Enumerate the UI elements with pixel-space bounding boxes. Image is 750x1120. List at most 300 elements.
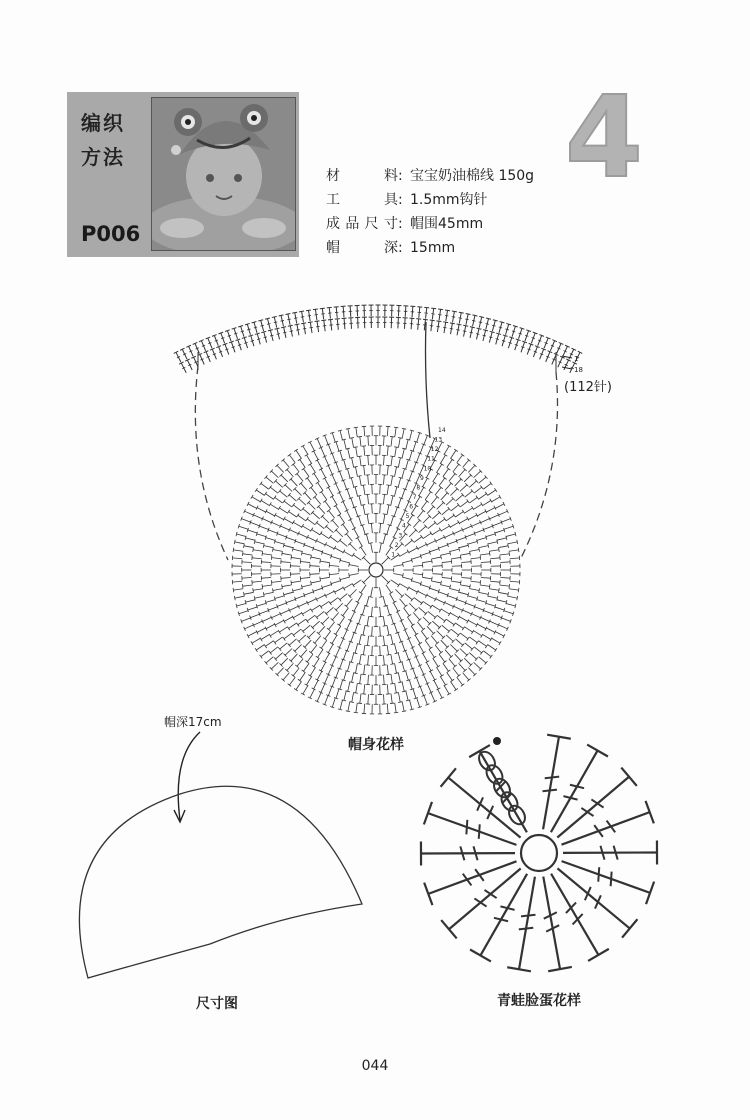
crown-stitch <box>359 496 361 505</box>
brim-stitch-cross <box>264 337 267 338</box>
brim-stitch-top <box>245 323 250 324</box>
crown-stitch <box>455 639 462 645</box>
crown-stitch <box>490 621 499 625</box>
crown-stitch-top <box>467 499 470 503</box>
crown-stitch <box>410 700 412 709</box>
face-stitch-cross <box>611 872 612 887</box>
crown-stitch <box>459 617 467 622</box>
crown-stitch-top <box>383 626 387 627</box>
crown-stitch <box>348 429 350 439</box>
brim-stitch-top <box>470 327 475 328</box>
crown-stitch <box>455 623 463 628</box>
crown-stitch <box>239 611 248 614</box>
crown-stitch <box>469 481 476 487</box>
brim-stitch-top <box>503 335 508 336</box>
crown-stitch <box>328 666 332 675</box>
brim-stitch-cross <box>241 331 244 332</box>
crown-stitch <box>387 606 390 615</box>
brim-stitch-cross <box>456 330 459 331</box>
crown-stitch <box>395 683 397 693</box>
brim-stitch-top <box>268 330 273 331</box>
crown-stitch <box>281 475 288 482</box>
brim-stitch-cross <box>234 333 237 334</box>
brim-stitch-top <box>321 320 326 321</box>
crown-stitch <box>449 659 455 667</box>
crown-stitch <box>466 603 475 606</box>
crown-stitch <box>317 595 326 599</box>
crown-stitch <box>508 596 518 598</box>
crown-stitch <box>442 509 449 515</box>
crown-stitch-top <box>390 476 394 477</box>
crown-stitch <box>254 621 263 625</box>
crown-stitch <box>363 625 365 635</box>
crown-stitch <box>479 592 488 594</box>
crown-stitch <box>284 592 293 595</box>
crown-stitch <box>250 522 259 525</box>
crown-stitch <box>362 606 365 615</box>
round-number: 10 <box>423 465 432 473</box>
brim-stitch-top <box>466 314 471 315</box>
crown-stitch <box>266 600 275 603</box>
crown-stitch-top <box>489 584 490 588</box>
crown-stitch <box>233 550 243 551</box>
crown-stitch <box>383 596 386 605</box>
crown-stitch <box>281 577 291 578</box>
right-dashed-connector <box>520 372 558 560</box>
crown-stitch <box>417 698 420 707</box>
brim-stitch-top <box>443 322 448 323</box>
crown-stitch <box>332 433 335 442</box>
crown-stitch-top <box>305 661 309 664</box>
crown-stitch <box>282 553 292 555</box>
crown-stitch <box>297 659 303 667</box>
brim-stitch-top <box>252 322 257 323</box>
crown-stitch <box>441 526 449 531</box>
crown-stitch <box>409 530 416 537</box>
crown-stitch <box>336 484 340 493</box>
crown-stitch-top <box>361 654 365 655</box>
crown-stitch <box>325 478 330 486</box>
round-number: 8 <box>416 484 421 492</box>
crown-stitch <box>398 478 401 487</box>
crown-stitch <box>266 511 275 516</box>
crown-stitch <box>427 541 436 545</box>
crown-stitch <box>266 477 273 483</box>
brim-stitch-cross <box>532 338 535 339</box>
crown-stitch <box>336 530 343 537</box>
crown-stitch <box>409 603 416 610</box>
crown-stitch <box>293 629 301 635</box>
crown-stitch <box>270 631 278 636</box>
crown-stitch <box>359 654 361 664</box>
crown-stitch <box>446 635 453 642</box>
crown-stitch <box>483 634 491 639</box>
crown-stitch <box>354 529 359 538</box>
crown-stitch <box>300 577 310 578</box>
crown-stitch <box>315 636 321 643</box>
crown-stitch <box>384 436 385 446</box>
start-dot <box>493 737 501 745</box>
crown-stitch-top <box>271 555 272 559</box>
spec-value: 帽围45mm <box>410 216 484 232</box>
crown-stitch <box>395 447 397 457</box>
crown-stitch <box>261 501 269 506</box>
crown-stitch-top <box>350 702 354 703</box>
crown-stitch <box>368 475 369 485</box>
crown-stitch-top <box>233 548 234 552</box>
crown-stitch <box>351 498 354 507</box>
crown-stitch <box>314 451 319 460</box>
crown-stitch-top <box>515 532 516 536</box>
crown-stitch <box>253 550 263 552</box>
crown-stitch-top <box>341 523 345 526</box>
crown-stitch <box>405 651 408 660</box>
crown-stitch <box>439 654 445 662</box>
crown-stitch <box>264 592 273 594</box>
crown-stitch <box>432 621 439 628</box>
crown-stitch-top <box>489 551 490 555</box>
crown-stitch <box>459 663 465 670</box>
crown-stitch <box>367 636 368 646</box>
crown-stitch <box>437 631 444 638</box>
crown-stitch <box>398 498 401 507</box>
crown-stitch <box>448 596 457 599</box>
spec-value: 15mm <box>410 240 456 256</box>
crown-stitch-top <box>410 430 414 431</box>
face-stitch <box>551 751 598 833</box>
crown-stitch <box>356 427 357 437</box>
crown-stitch-top <box>480 555 481 559</box>
crown-stitch <box>395 427 396 437</box>
crown-stitch <box>357 594 362 602</box>
crown-stitch <box>350 520 354 529</box>
crown-stitch <box>364 446 365 456</box>
crown-stitch <box>506 534 515 536</box>
crown-stitch <box>298 619 306 625</box>
crown-stitch <box>450 489 457 496</box>
crown-stitch <box>506 604 515 606</box>
crown-stitch <box>285 485 292 492</box>
crown-stitch <box>303 509 310 515</box>
crown-stitch <box>313 588 322 591</box>
brim-stitch-top <box>281 327 286 328</box>
crown-stitch <box>310 689 314 698</box>
crown-stitch <box>262 585 272 586</box>
crown-stitch <box>343 502 347 511</box>
crown-stitch <box>359 476 361 486</box>
crown-stitch <box>415 635 420 643</box>
brim-stitch-top <box>490 331 495 332</box>
crown-stitch <box>429 649 434 657</box>
crown-stitch <box>422 577 432 579</box>
crown-stitch <box>326 544 335 548</box>
crown-stitch <box>406 440 408 449</box>
crown-stitch <box>332 496 337 504</box>
crown-stitch <box>330 598 338 604</box>
crown-stitch <box>272 614 281 618</box>
brim-stitch-top <box>423 319 428 320</box>
brim-stitch-cross <box>251 340 254 341</box>
crown-stitch <box>464 475 471 482</box>
crown-stitch <box>271 471 278 478</box>
crown-stitch <box>321 662 326 671</box>
crown-stitch-top <box>420 601 423 605</box>
crown-stitch-top <box>394 693 398 694</box>
brim-stitch-cross <box>521 347 524 348</box>
crown-stitch <box>469 497 477 503</box>
crown-stitch-top <box>306 517 309 521</box>
brim-stitch-cross <box>469 332 472 333</box>
crown-stitch <box>321 492 327 500</box>
crown-stitch <box>495 504 504 508</box>
crown-stitch <box>414 537 422 543</box>
crown-stitch <box>431 497 437 504</box>
crown-stitch <box>347 621 351 630</box>
crown-stitch <box>325 501 331 509</box>
crown-stitch <box>413 669 416 678</box>
crown-stitch-top <box>329 601 332 605</box>
crown-stitch <box>387 466 388 476</box>
crown-stitch-top <box>358 436 362 437</box>
brim-stitch-cross <box>221 338 224 339</box>
crown-stitch <box>343 630 347 639</box>
crown-stitch <box>364 427 365 437</box>
crown-stitch-top <box>390 456 394 457</box>
crown-stitch <box>382 576 389 583</box>
crown-stitch <box>434 680 439 689</box>
crown-stitch <box>317 541 326 545</box>
crown-stitch <box>411 626 416 634</box>
crown-stitch-top <box>461 454 465 457</box>
crown-stitch <box>353 580 361 585</box>
face-stitch-cross <box>566 903 576 914</box>
crown-stitch <box>283 460 289 467</box>
crown-stitch-top <box>306 619 309 623</box>
crown-stitch <box>447 459 453 467</box>
crown-stitch <box>432 566 442 567</box>
crown-stitch <box>332 698 335 707</box>
brim-stitch-top <box>479 316 484 317</box>
crown-stitch <box>483 526 492 529</box>
crown-stitch <box>387 645 388 655</box>
crown-stitch <box>344 691 346 700</box>
brim-stitch-top <box>459 312 464 313</box>
crown-stitch <box>407 617 412 625</box>
crown-stitch <box>409 548 418 553</box>
crown-stitch-top <box>386 654 390 655</box>
frog-face-chart <box>405 725 675 985</box>
crown-stitch <box>500 585 510 586</box>
crown-stitch <box>336 689 339 698</box>
crown-stitch <box>488 490 496 495</box>
crown-stitch <box>336 506 341 514</box>
crown-stitch <box>257 508 266 513</box>
crown-stitch <box>359 516 362 525</box>
crown-stitch <box>489 550 499 552</box>
face-stitch-top <box>588 949 609 961</box>
crown-stitch <box>406 460 409 469</box>
crown-stitch <box>427 595 436 599</box>
crown-stitch <box>315 497 321 504</box>
crown-stitch <box>372 626 373 636</box>
brim-stitch-cross <box>527 349 530 350</box>
crown-stitch <box>413 574 423 575</box>
crown-stitch <box>486 534 495 537</box>
crown-stitch <box>486 603 495 606</box>
crown-stitch <box>468 515 477 520</box>
crown-stitch <box>257 628 266 633</box>
brim-stitch-top <box>424 307 429 308</box>
crown-stitch-top <box>305 477 309 480</box>
brim-stitch-cross <box>479 322 482 323</box>
brim-stitch-cross <box>238 344 241 345</box>
crown-stitch <box>509 550 519 551</box>
crown-stitch <box>455 495 462 501</box>
crown-stitch-top <box>320 559 321 563</box>
crown-stitch <box>468 541 477 544</box>
round-number: 5 <box>405 513 410 521</box>
crown-stitch <box>347 489 350 498</box>
round-number: 2 <box>394 541 399 549</box>
crown-stitch <box>479 477 486 483</box>
crown-stitch <box>490 558 500 559</box>
crown-stitch <box>266 538 275 541</box>
crown-stitch <box>495 530 504 533</box>
crown-stitch <box>302 585 311 587</box>
crown-stitch <box>303 625 310 631</box>
crown-stitch <box>332 520 338 527</box>
crown-stitch <box>272 522 281 526</box>
crown-stitch <box>390 615 393 624</box>
brim-stitch-top <box>275 328 280 329</box>
crown-stitch <box>336 462 339 471</box>
crown-stitch <box>255 542 264 544</box>
crown-stitch <box>460 633 468 639</box>
crown-stitch <box>413 613 419 620</box>
round-number: 13 <box>434 436 443 444</box>
crown-stitch <box>425 640 431 648</box>
crown-stitch <box>355 467 357 477</box>
crown-stitch <box>431 557 441 559</box>
brim-stitch-top <box>306 310 311 311</box>
crown-stitch <box>291 479 298 486</box>
face-stitch-cross <box>573 914 583 925</box>
crown-stitch <box>441 609 449 614</box>
crown-stitch <box>463 526 472 530</box>
crown-stitch-top <box>420 535 423 539</box>
spec-value: 宝宝奶油棉线 150g <box>410 168 535 184</box>
crown-stitch <box>307 455 312 463</box>
crown-stitch <box>336 626 341 634</box>
crown-stitch <box>504 611 513 614</box>
brim-stitch-cross <box>232 347 235 348</box>
size-diagram <box>60 708 390 1008</box>
crown-stitch <box>287 469 293 476</box>
crown-stitch <box>409 451 412 460</box>
crown-stitch <box>311 581 321 583</box>
spec-row-depth: 帽深: 15mm <box>326 236 534 260</box>
brim-stitch-cross <box>244 342 247 343</box>
crown-stitch-top <box>350 438 354 439</box>
brim-stitch-cross <box>274 322 277 323</box>
crown-stitch <box>405 630 409 639</box>
crown-stitch <box>335 588 344 593</box>
crown-stitch <box>351 478 354 487</box>
crown-stitch <box>455 654 462 661</box>
crown-stitch <box>443 469 449 477</box>
crown-stitch <box>355 624 358 633</box>
brim-stitch-cross <box>308 316 311 317</box>
crown-stitch-top <box>490 655 493 659</box>
crown-stitch-top <box>386 465 390 466</box>
crown-stitch <box>301 483 307 490</box>
crown-stitch <box>477 538 486 541</box>
crown-stitch <box>284 617 292 622</box>
crown-stitch-top <box>450 679 454 681</box>
crown-stitch <box>241 618 250 621</box>
crown-stitch-top <box>518 588 519 592</box>
crown-stitch <box>354 603 359 612</box>
crown-stitch <box>394 487 396 496</box>
crown-stitch <box>353 555 361 560</box>
crown-stitch <box>295 596 304 599</box>
crown-stitch <box>285 649 292 656</box>
spec-label: 工具 <box>326 192 398 208</box>
crown-stitch <box>413 689 416 698</box>
crown-stitch-top <box>253 588 254 592</box>
crown-stitch <box>235 596 245 598</box>
crown-stitch-top <box>242 584 243 588</box>
crown-stitch <box>355 487 357 496</box>
crown-stitch-top <box>354 693 358 694</box>
crown-stitch <box>460 585 470 587</box>
crown-stitch <box>322 516 329 523</box>
crown-stitch <box>390 594 395 602</box>
crown-stitch <box>474 487 482 493</box>
crown-stitch <box>242 562 252 563</box>
crown-stitch <box>424 695 427 704</box>
crown-stitch <box>368 694 369 704</box>
crown-stitch <box>355 644 357 653</box>
crown-stitch <box>340 560 349 563</box>
crown-stitch-top <box>476 641 479 645</box>
crown-stitch-top <box>319 647 323 650</box>
crown-stitch <box>486 628 495 633</box>
crown-stitch <box>329 565 339 566</box>
crown-stitch <box>279 627 287 632</box>
crown-stitch-top <box>357 456 361 457</box>
crown-stitch <box>459 469 465 476</box>
crown-stitch <box>336 669 339 678</box>
crown-stitch-top <box>365 626 369 627</box>
crown-stitch <box>313 549 322 552</box>
crown-stitch <box>416 657 420 666</box>
crown-stitch <box>380 626 381 636</box>
crown-stitch <box>371 607 372 617</box>
crown-stitch <box>428 523 436 529</box>
crown-stitch-top <box>298 679 302 681</box>
brim-stitch-top <box>288 325 293 326</box>
crown-stitch <box>344 460 347 469</box>
crown-stitch <box>253 589 263 591</box>
crown-stitch-top <box>361 485 365 486</box>
crown-stitch <box>289 495 296 501</box>
crown-round-chart <box>232 426 520 714</box>
crown-stitch <box>488 542 497 544</box>
crown-stitch <box>355 507 358 516</box>
crown-stitch <box>451 682 456 690</box>
crown-stitch <box>402 642 405 651</box>
